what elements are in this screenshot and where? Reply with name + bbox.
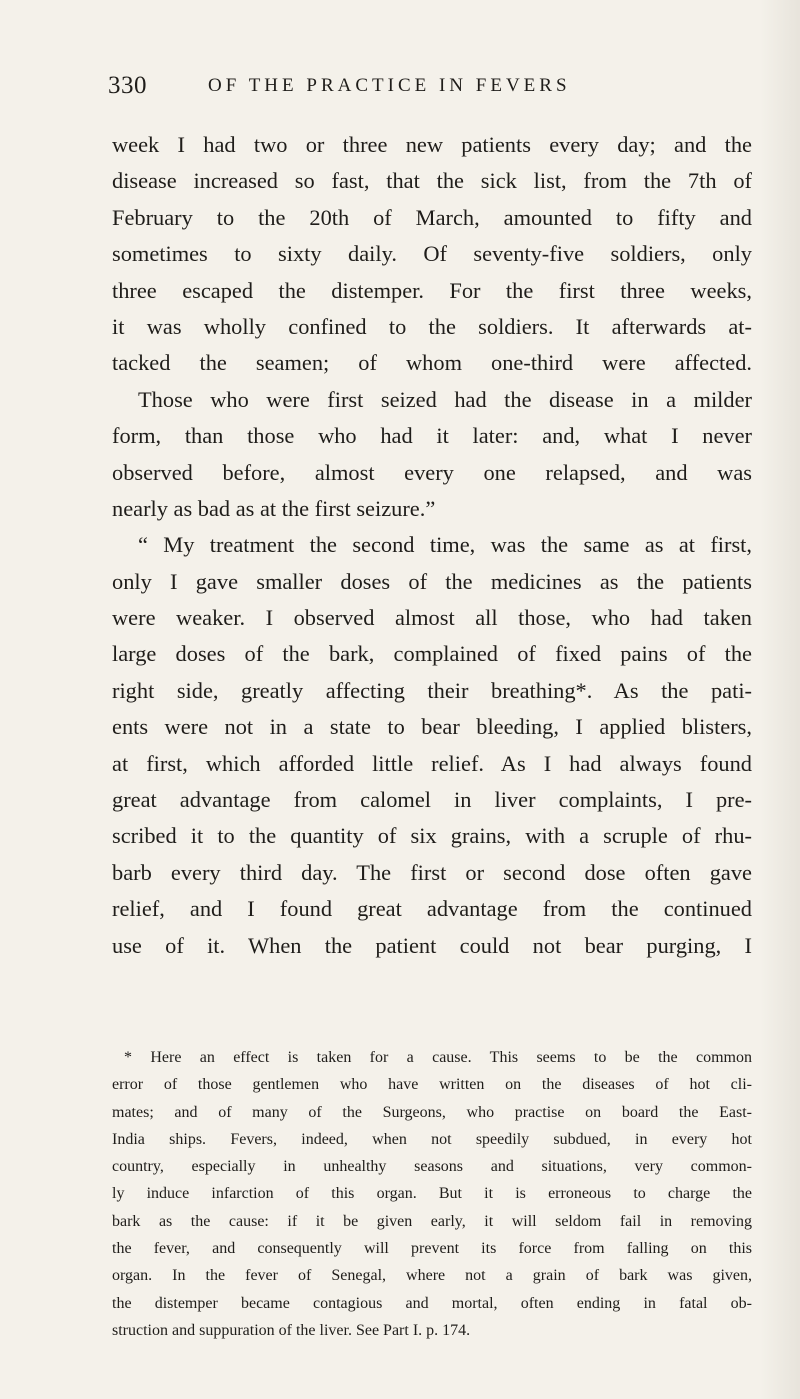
text-line: scribed it to the quantity of six grains, with a scruple of rhu-	[112, 823, 752, 849]
page-number: 330	[108, 72, 147, 99]
text-line: “ My treatment the second time, was the same as at first,	[138, 532, 752, 558]
footnote-line: organ. In the fever of Senegal, where not a grain of bark was given,	[112, 1267, 752, 1285]
running-head: OF THE PRACTICE IN FEVERS	[208, 75, 571, 96]
text-line: observed before, almost every one relapsed, and was	[112, 459, 752, 485]
text-line: disease increased so fast, that the sick list, from the 7th of	[112, 168, 752, 194]
footnote-line: India ships. Fevers, indeed, when not speedily subdued, in every hot	[112, 1130, 752, 1148]
text-line: nearly as bad as at the first seizure.”	[112, 495, 436, 521]
text-line: barb every third day. The first or second dose often gave	[112, 859, 752, 885]
page-header	[108, 72, 668, 112]
footnote-line: bark as the cause: if it be given early, it will seldom fail in removing	[112, 1212, 752, 1230]
main-text	[112, 127, 752, 964]
text-line: only I gave smaller doses of the medicines as the patients	[112, 568, 752, 594]
text-line: large doses of the bark, complained of fixed pains of the	[112, 641, 752, 667]
text-line: week I had two or three new patients every day; and the	[112, 132, 752, 157]
footnote-line: country, especially in unhealthy seasons and situations, very common-	[112, 1158, 752, 1176]
text-line: sometimes to sixty daily. Of seventy-five soldiers, only	[112, 241, 752, 267]
text-line: relief, and I found great advantage from the continued	[112, 896, 752, 922]
text-line: Those who were first seized had the disease in a milder	[138, 386, 752, 412]
text-line: right side, greatly affecting their breathing*. As the pati-	[112, 677, 752, 703]
text-line: it was wholly confined to the soldiers. It afterwards at-	[112, 313, 752, 339]
text-line: great advantage from calomel in liver complaints, I pre-	[112, 787, 752, 813]
footnote	[112, 1044, 752, 1344]
text-line: tacked the seamen; of whom one-third were affected.	[112, 350, 752, 376]
text-line: were weaker. I observed almost all those, who had taken	[112, 605, 752, 631]
text-line: at first, which afforded little relief. As I had always found	[112, 750, 752, 776]
footnote-line: struction and suppuration of the liver. See Part I. p. 174.	[112, 1321, 471, 1339]
footnote-line: * Here an effect is taken for a cause. This seems to be the common	[124, 1049, 752, 1066]
footnote-line: the fever, and consequently will prevent its force from falling on this	[112, 1240, 752, 1258]
text-line: February to the 20th of March, amounted to fifty and	[112, 204, 752, 230]
footnote-line: ly induce infarction of this organ. But it is erroneous to charge the	[112, 1185, 752, 1203]
footnote-line: error of those gentlemen who have written on the diseases of hot cli-	[112, 1076, 752, 1094]
text-line: use of it. When the patient could not bear purging, I	[112, 932, 752, 958]
text-line: three escaped the distemper. For the first three weeks,	[112, 277, 752, 303]
text-line: ents were not in a state to bear bleeding, I applied blisters,	[112, 714, 752, 740]
text-line: form, than those who had it later: and, what I never	[112, 423, 752, 449]
footnote-line: the distemper became contagious and mortal, often ending in fatal ob-	[112, 1294, 752, 1312]
footnote-line: mates; and of many of the Surgeons, who practise on board the East-	[112, 1103, 752, 1121]
